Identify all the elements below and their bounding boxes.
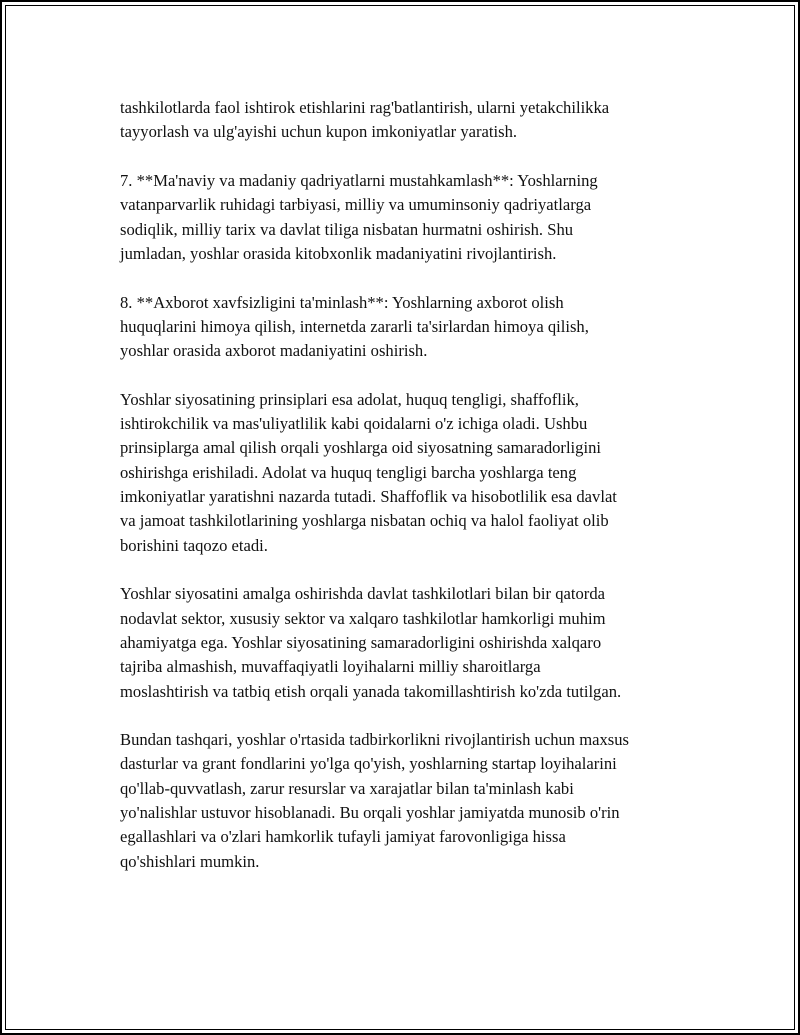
paragraph-item-7: 7. **Ma'naviy va madaniy qadriyatlarni mustahkamlash**: Yoshlarning vatanparvarlik ruhidagi tarbiyasi, milliy va umuminsoniy qadriyatlarga sodiqlik, milliy tarix va davlat tiliga nisbatan hurmatni oshirish. Shu jumladan, yoshlar orasida kitobxonlik madaniyatini rivojlantirish. [120,170,598,263]
paragraph-implementation: Yoshlar siyosatini amalga oshirishda davlat tashkilotlari bilan bir qatorda nodavlat sektor, xususiy sektor va xalqaro tashkilotlar hamkorligi muhim ahamiyatga ega. Yoshlar siyosatining samaradorligini oshirishda xalqaro tajriba almashish, muvaffaqiyatli loyihalarni milliy sharoitlarga moslashtirish va tatbiq etish orqali yanada takomillashtirish ko'zda tutilgan. [120,584,622,701]
paragraph-entrepreneurship: Bundan tashqari, yoshlar o'rtasida tadbirkorlikni rivojlantirish uchun maxsus dasturlar va grant fondlarini yo'lga qo'yish, yoshlarning startap loyihalarini qo'llab-quvvatlash, zarur resurslar va xarajatlar bilan ta'minlash kabi yo'nalishlar ustuvor hisoblanadi. Bu orqali yoshlar jamiyatda munosib o'rin egallashlari va o'zlari hamkorlik tufayli jamiyat farovonligiga hissa qo'shishlari mumkin. [120,730,630,871]
paragraph-continuation: tashkilotlarda faol ishtirok etishlarini rag'batlantirish, ularni yetakchilikka tayyorlash va ulg'ayishi uchun kupon imkoniyatlar yaratish. [120,98,610,142]
paragraph-principles: Yoshlar siyosatining prinsiplari esa adolat, huquq tengligi, shaffoflik, ishtirokchilik va mas'uliyatlilik kabi qoidalarni o'z ichiga oladi. Ushbu prinsiplarga amal qilish orqali yoshlarga oid siyosatning samaradorligini oshirishga erishiladi. Adolat va huquq tengligi barcha yoshlarga teng imkoniyatlar yaratishni nazarda tutadi. Shaffoflik va hisobotlilik esa davlat va jamoat tashkilotlarining yoshlarga nisbatan ochiq va halol faoliyat olib borishini taqozo etadi. [120,389,617,555]
paragraph-item-8: 8. **Axborot xavfsizligini ta'minlash**: Yoshlarning axborot olish huquqlarini himoya qilish, internetda zararli ta'sirlardan himoya qilish, yoshlar orasida axborot madaniyatini oshirish. [120,292,589,361]
document-body [120,96,710,898]
